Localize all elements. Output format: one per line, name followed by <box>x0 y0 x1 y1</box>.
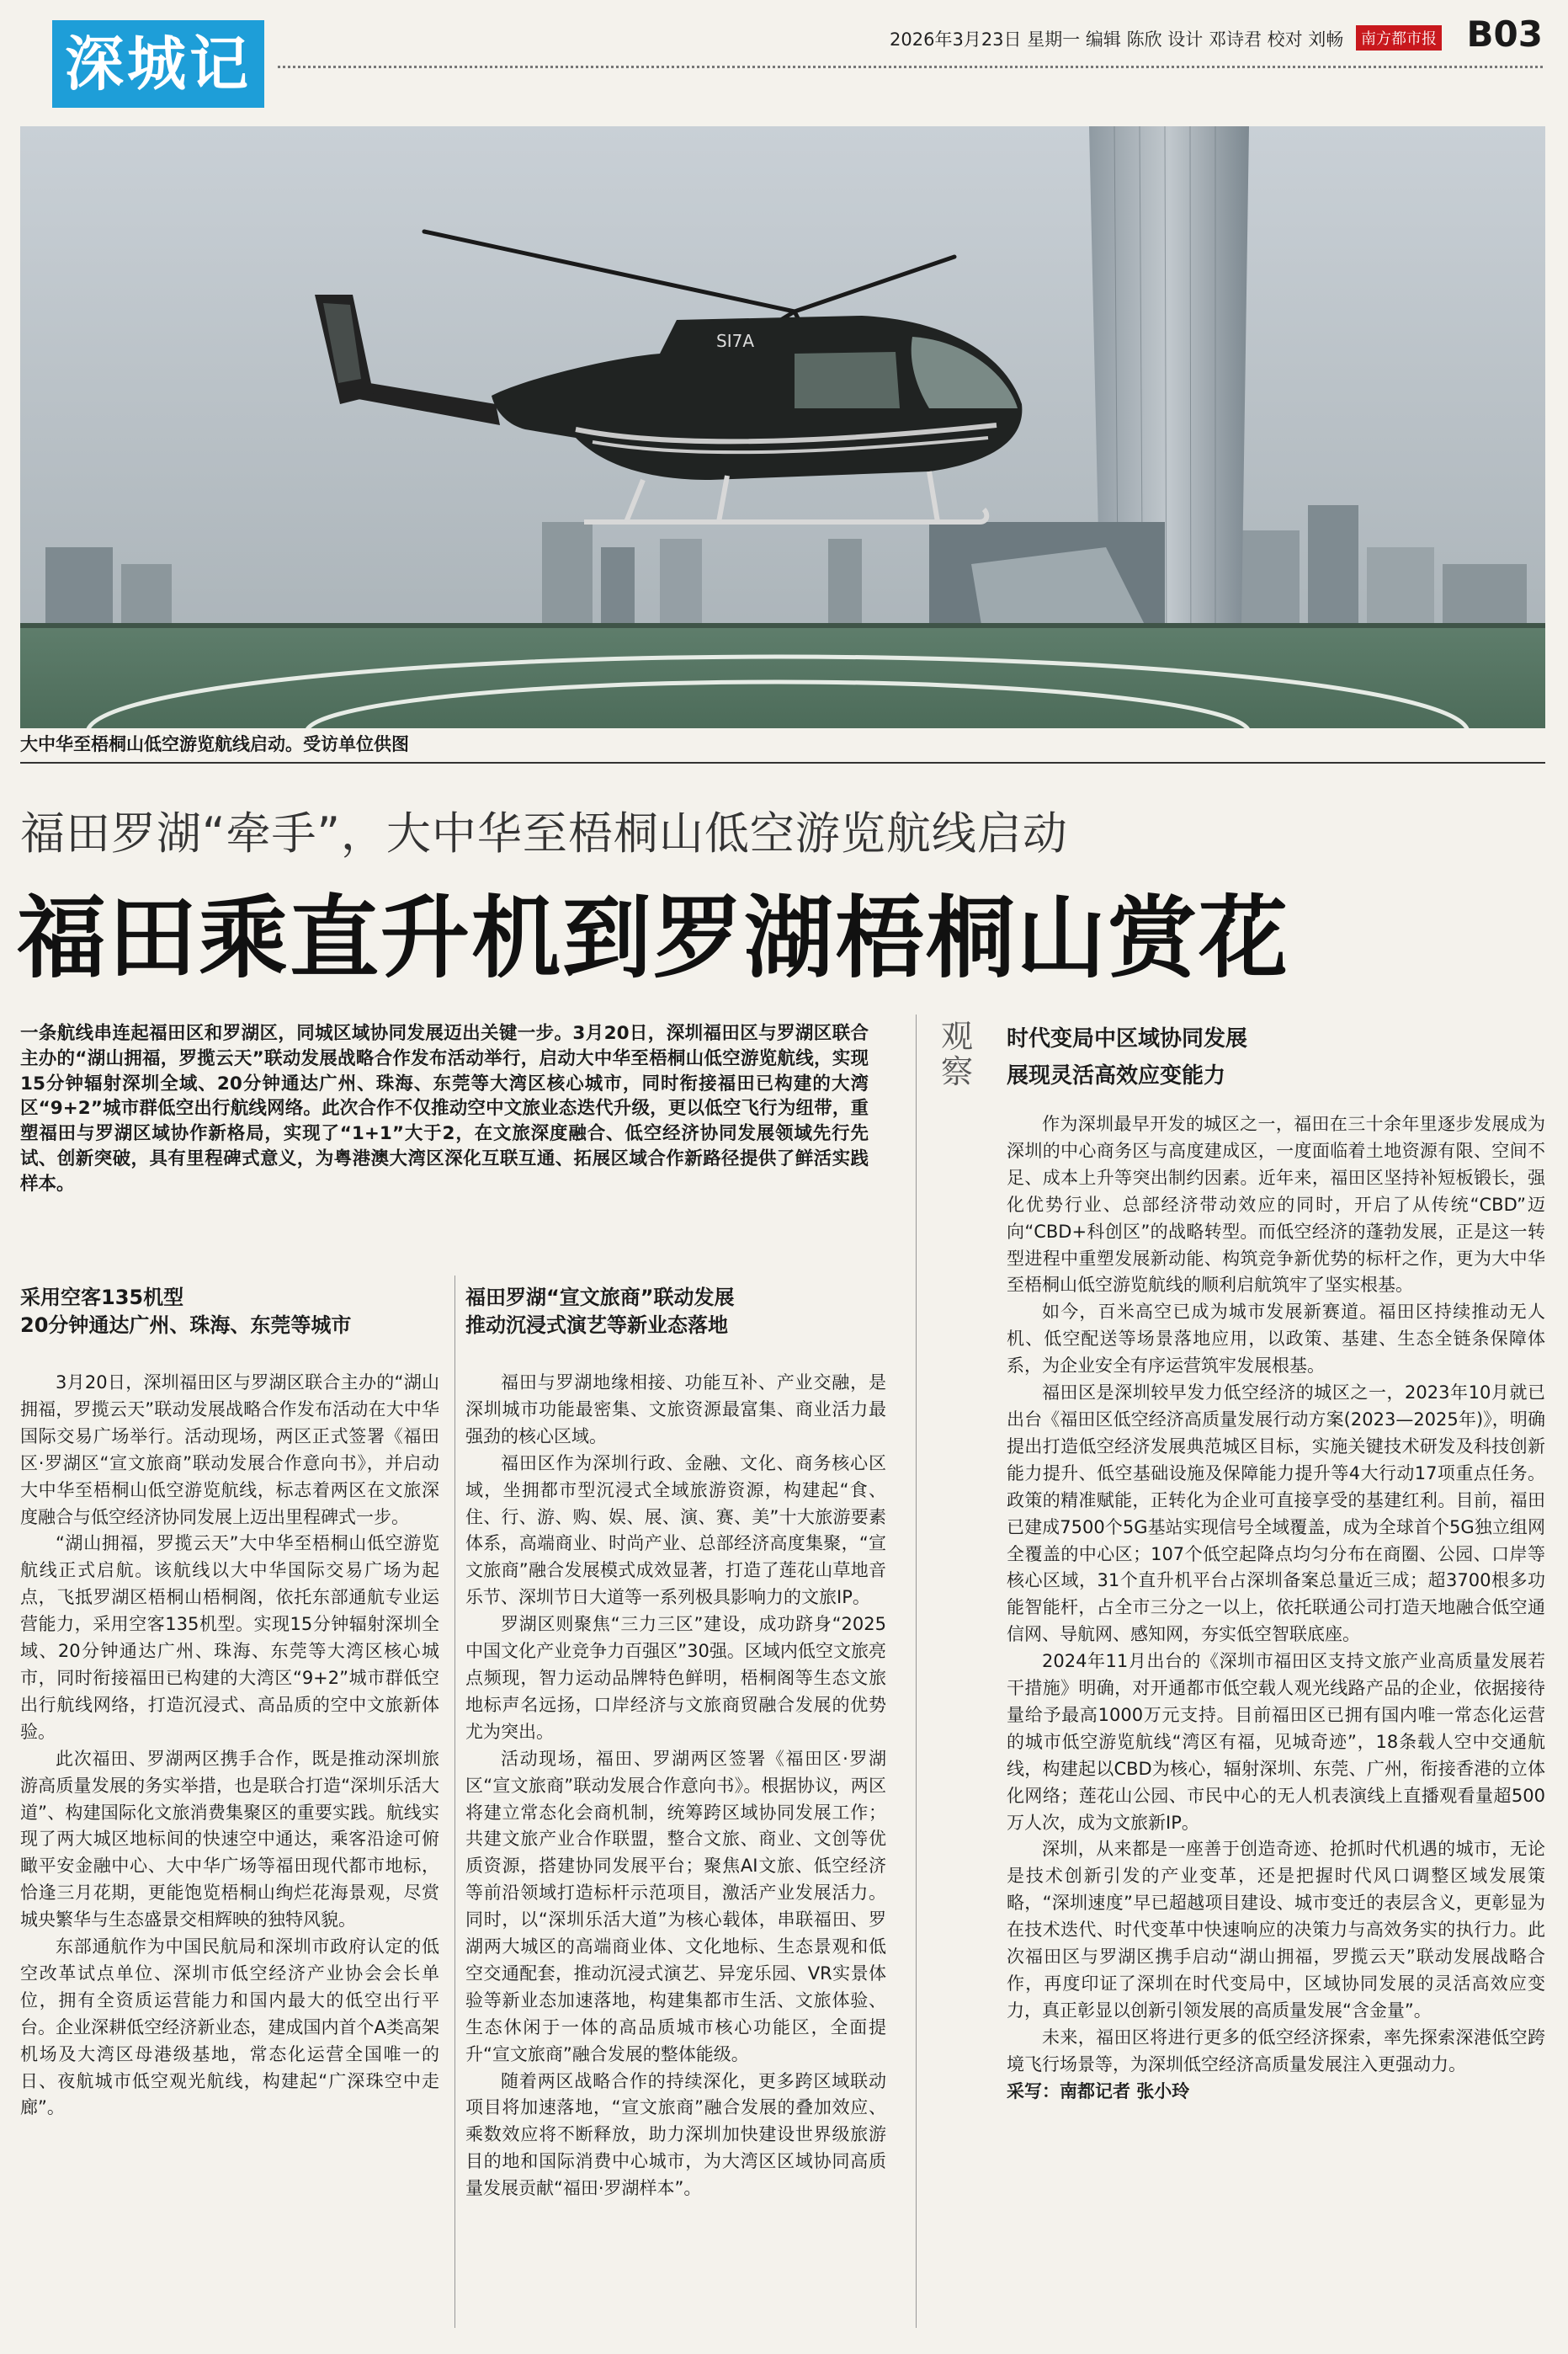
observation-label: 观察 <box>940 1018 973 1090</box>
observation-paragraph: 作为深圳最早开发的城区之一，福田在三十余年里逐步发展成为深圳的中心商务区与高度建成区，一度面临着土地资源有限、空间不足、成本上升等突出制约因素。近年来，福田区坚持补短板锻长，强化优势行业、总部经济带动效应的同时，开启了从传统“CBD”迈向“CBD+科创区”的战略转型。而低空经济的蓬勃发展，正是这一转型进程中重塑发展新动能、构筑竞争新优势的标杆之作，更为大中华至梧桐山低空游览航线的顺利启航筑牢了坚实根基。 <box>1007 1114 1545 1296</box>
observation-paragraph: 深圳，从来都是一座善于创造奇迹、抢抓时代机遇的城市，无论是技术创新引发的产业变革，还是把握时代风口调整区域发展策略，“深圳速度”早已超越项目建设、城市变迁的表层含义，更彰显为在技术迭代、时代变革中快速响应的决策力与高效务实的执行力。此次福田区与罗湖区携手启动“湖山拥福，罗揽云天”联动发展战略合作，再度印证了深圳在时代变局中，区域协同发展的灵活高效应变力，真正彰显以创新引领发展的高质量发展“含金量”。 <box>1007 1839 1545 2021</box>
article-lead: 一条航线串连起福田区和罗湖区，同城区域协同发展迈出关键一步。3月20日，深圳福田区与罗湖区联合主办的“湖山拥福，罗揽云天”联动发展战略合作发布活动举行，启动大中华至梧桐山低空游览航线，实现15分钟辐射深圳全域、20分钟通达广州、珠海、东莞等大湾区核心城市，同时衔接福田已构建的大湾区“9+2”城市群低空出行航线网络。此次合作不仅推动空中文旅业态迭代升级，更以低空飞行为纽带，重塑福田与罗湖区域协作新格局，实现了“1+1”大于2，在文旅深度融合、低空经济协同发展领域先行先试、创新突破，具有里程碑式意义，为粤港澳大湾区深化互联互通、拓展区域合作新路径提供了鲜活实践样本。 <box>20 1023 869 1195</box>
section2-body <box>465 1370 886 2202</box>
issue-weekday: 星期一 <box>1027 29 1081 50</box>
section1-paragraph: 3月20日，深圳福田区与罗湖区联合主办的“湖山拥福，罗揽云天”联动发展战略合作发布活动在大中华国际交易广场举行。活动现场，两区正式签署《福田区·罗湖区“宣文旅商”联动发展合作意向书》，并启动大中华至梧桐山低空游览航线，标志着两区在文旅深度融合与低空经济协同发展上迈出里程碑式一步。 <box>20 1372 439 1527</box>
section1-heading-line2: 20分钟通达广州、珠海、东莞等城市 <box>20 1313 352 1337</box>
article-headline: 福田乘直升机到罗湖梧桐山赏花 <box>17 887 1289 990</box>
observation-paragraph: 2024年11月出台的《深圳市福田区支持文旅产业高质量发展若干措施》明确，对开通都市低空载人观光线路产品的企业，依据接待量给予最高1000万元支持。目前福田区已拥有国内唯一常态化运营的城市低空游览航线“湾区有福，见城奇迹”，18条载人空中交通航线，构建起以CBD为核心，辐射深圳、东莞、广州，衔接香港的立体化网络；莲花山公园、市民中心的无人机表演线上直播观看量超500万人次，成为文旅新IP。 <box>1007 1651 1545 1833</box>
section2-paragraph: 罗湖区则聚焦“三力三区”建设，成功跻身“2025中国文化产业竞争力百强区”30强。区域内低空文旅亮点频现，智力运动品牌特色鲜明，梧桐阁等生态文旅地标声名远扬，口岸经济与文旅商贸融合发展的优势尤为突出。 <box>465 1614 886 1742</box>
observation-paragraph: 福田区是深圳较早发力低空经济的城区之一，2023年10月就已出台《福田区低空经济高质量发展行动方案(2023—2025年)》，明确提出打造低空经济发展典范城区目标，实施关键技术研发及科技创新能力提升、低空基础设施及保障能力提升等4大行动17项重点任务。政策的精准赋能，正转化为企业可直接享受的基建红利。目前，福田已建成7500个5G基站实现信号全域覆盖，成为全球首个5G独立组网全覆盖的中心区；107个低空起降点均匀分布在商圈、公园、口岸等核心区域，31个直升机平台占深圳备案总量近三成；超3700根多功能智能杆，占全市三分之一以上，依托联通公司打造天地融合低空通信网、导航网、感知网，夯实低空智联底座。 <box>1007 1382 1545 1645</box>
helicopter-photo-illustration <box>20 126 1545 728</box>
observation-body <box>1007 1111 1545 2106</box>
credits: 编辑 陈欣 设计 邓诗君 校对 刘畅 <box>1085 29 1344 50</box>
header-meta <box>890 25 1442 51</box>
section1-heading <box>20 1284 351 1339</box>
issue-date: 2026年3月23日 <box>890 29 1022 50</box>
section1-paragraph: 此次福田、罗湖两区携手合作，既是推动深圳旅游高质量发展的务实举措，也是联合打造“深圳乐活大道”、构建国际化文旅消费集聚区的重要实践。航线实现了两大城区地标间的快速空中通达，乘客沿途可俯瞰平安金融中心、大中华广场等福田现代都市地标，恰逢三月花期，更能饱览梧桐山绚烂花海景观，尽赏城央繁华与生态盛景交相辉映的独特风貌。 <box>20 1748 439 1931</box>
section2-paragraph: 随着两区战略合作的持续深化，更多跨区域联动项目将加速落地，“宣文旅商”融合发展的叠加效应、乘数效应将不断释放，助力深圳加快建设世界级旅游目的地和国际消费中心城市，为大湾区区域协同高质量发展贡献“福田·罗湖样本”。 <box>465 2070 886 2199</box>
column-divider <box>454 1276 455 2328</box>
column-badge: 深城记 <box>52 20 264 108</box>
article-kicker: 福田罗湖“牵手”，大中华至梧桐山低空游览航线启动 <box>20 808 1068 860</box>
observation-paragraph: 如今，百米高空已成为城市发展新赛道。福田区持续推动无人机、低空配送等场景落地应用，以政策、基建、生态全链条保障体系，为企业安全有序运营筑牢发展根基。 <box>1007 1302 1545 1377</box>
section1-body <box>20 1370 439 2122</box>
helicopter-photo <box>20 126 1545 728</box>
observation-heading-line1: 时代变局中区域协同发展 <box>1007 1026 1248 1052</box>
helicopter-tail-number: SI7A <box>716 331 754 351</box>
observation-paragraph: 未来，福田区将进行更多的低空经济探索，率先探索深港低空跨境飞行场景等，为深圳低空经济高质量发展注入更强动力。 <box>1007 2026 1545 2074</box>
section2-paragraph: 福田区作为深圳行政、金融、文化、商务核心区域，坐拥都市型沉浸式全域旅游资源，构建起“食、住、行、游、购、娱、展、演、赛、美”十大旅游要素体系，高端商业、时尚产业、总部经济高度集聚，“宣文旅商”融合发展模式成效显著，打造了莲花山草地音乐节、深圳节日大道等一系列极具影响力的文旅IP。 <box>465 1452 886 1608</box>
section1-paragraph: 东部通航作为中国民航局和深圳市政府认定的低空改革试点单位、深圳市低空经济产业协会会长单位，拥有全资质运营能力和国内最大的低空出行平台。企业深耕低空经济新业态，建成国内首个A类高架机场及大湾区母港级基地，常态化运营全国唯一的日、夜航城市低空观光航线，构建起“广深珠空中走廊”。 <box>20 1936 439 2118</box>
section1-heading-line1: 采用空客135机型 <box>20 1286 184 1309</box>
section2-heading-line2: 推动沉浸式演艺等新业态落地 <box>465 1313 728 1337</box>
section2-paragraph: 活动现场，福田、罗湖两区签署《福田区·罗湖区“宣文旅商”联动发展合作意向书》。根据协议，两区将建立常态化会商机制，统筹跨区域协同发展工作；共建文旅产业合作联盟，整合文旅、商业、文创等优质资源，搭建协同发展平台；聚焦AI文旅、低空经济等前沿领域打造标杆示范项目，激活产业发展活力。同时，以“深圳乐活大道”为核心载体，串联福田、罗湖两大城区的高端商业体、文化地标、生态景观和低空交通配套，推动沉浸式演艺、异宠乐园、VR实景体验等新业态加速落地，构建集都市生活、文旅体验、生态休闲于一体的高品质城市核心功能区，全面提升“宣文旅商”融合发展的整体能级。 <box>465 1748 886 2064</box>
observation-heading <box>1007 1020 1247 1094</box>
column-divider <box>916 1015 917 2328</box>
caption-divider <box>20 762 1545 764</box>
section2-heading <box>465 1284 735 1339</box>
header-rule <box>278 66 1543 68</box>
section1-paragraph: “湖山拥福，罗揽云天”大中华至梧桐山低空游览航线正式启航。该航线以大中华国际交易广场为起点，飞抵罗湖区梧桐山梧桐阁，依托东部通航专业运营能力，采用空客135机型。实现15分钟辐射深圳全域、20分钟通达广州、珠海、东莞等大湾区核心城市，同时衔接福田已构建的大湾区“9+2”城市群低空出行航线网络，打造沉浸式、高品质的空中文旅新体验。 <box>20 1533 439 1742</box>
byline: 采写：南都记者 张小玲 <box>1007 2080 1190 2101</box>
observation-heading-line2: 展现灵活高效应变能力 <box>1007 1063 1226 1089</box>
newspaper-logo: 南方都市报 <box>1356 25 1442 51</box>
page-number: B03 <box>1466 13 1543 55</box>
section2-heading-line1: 福田罗湖“宣文旅商”联动发展 <box>465 1286 735 1309</box>
section2-paragraph: 福田与罗湖地缘相接、功能互补、产业交融，是深圳城市功能最密集、文旅资源最富集、商业活力最强劲的核心区域。 <box>465 1372 886 1446</box>
photo-caption: 大中华至梧桐山低空游览航线启动。受访单位供图 <box>20 734 409 754</box>
